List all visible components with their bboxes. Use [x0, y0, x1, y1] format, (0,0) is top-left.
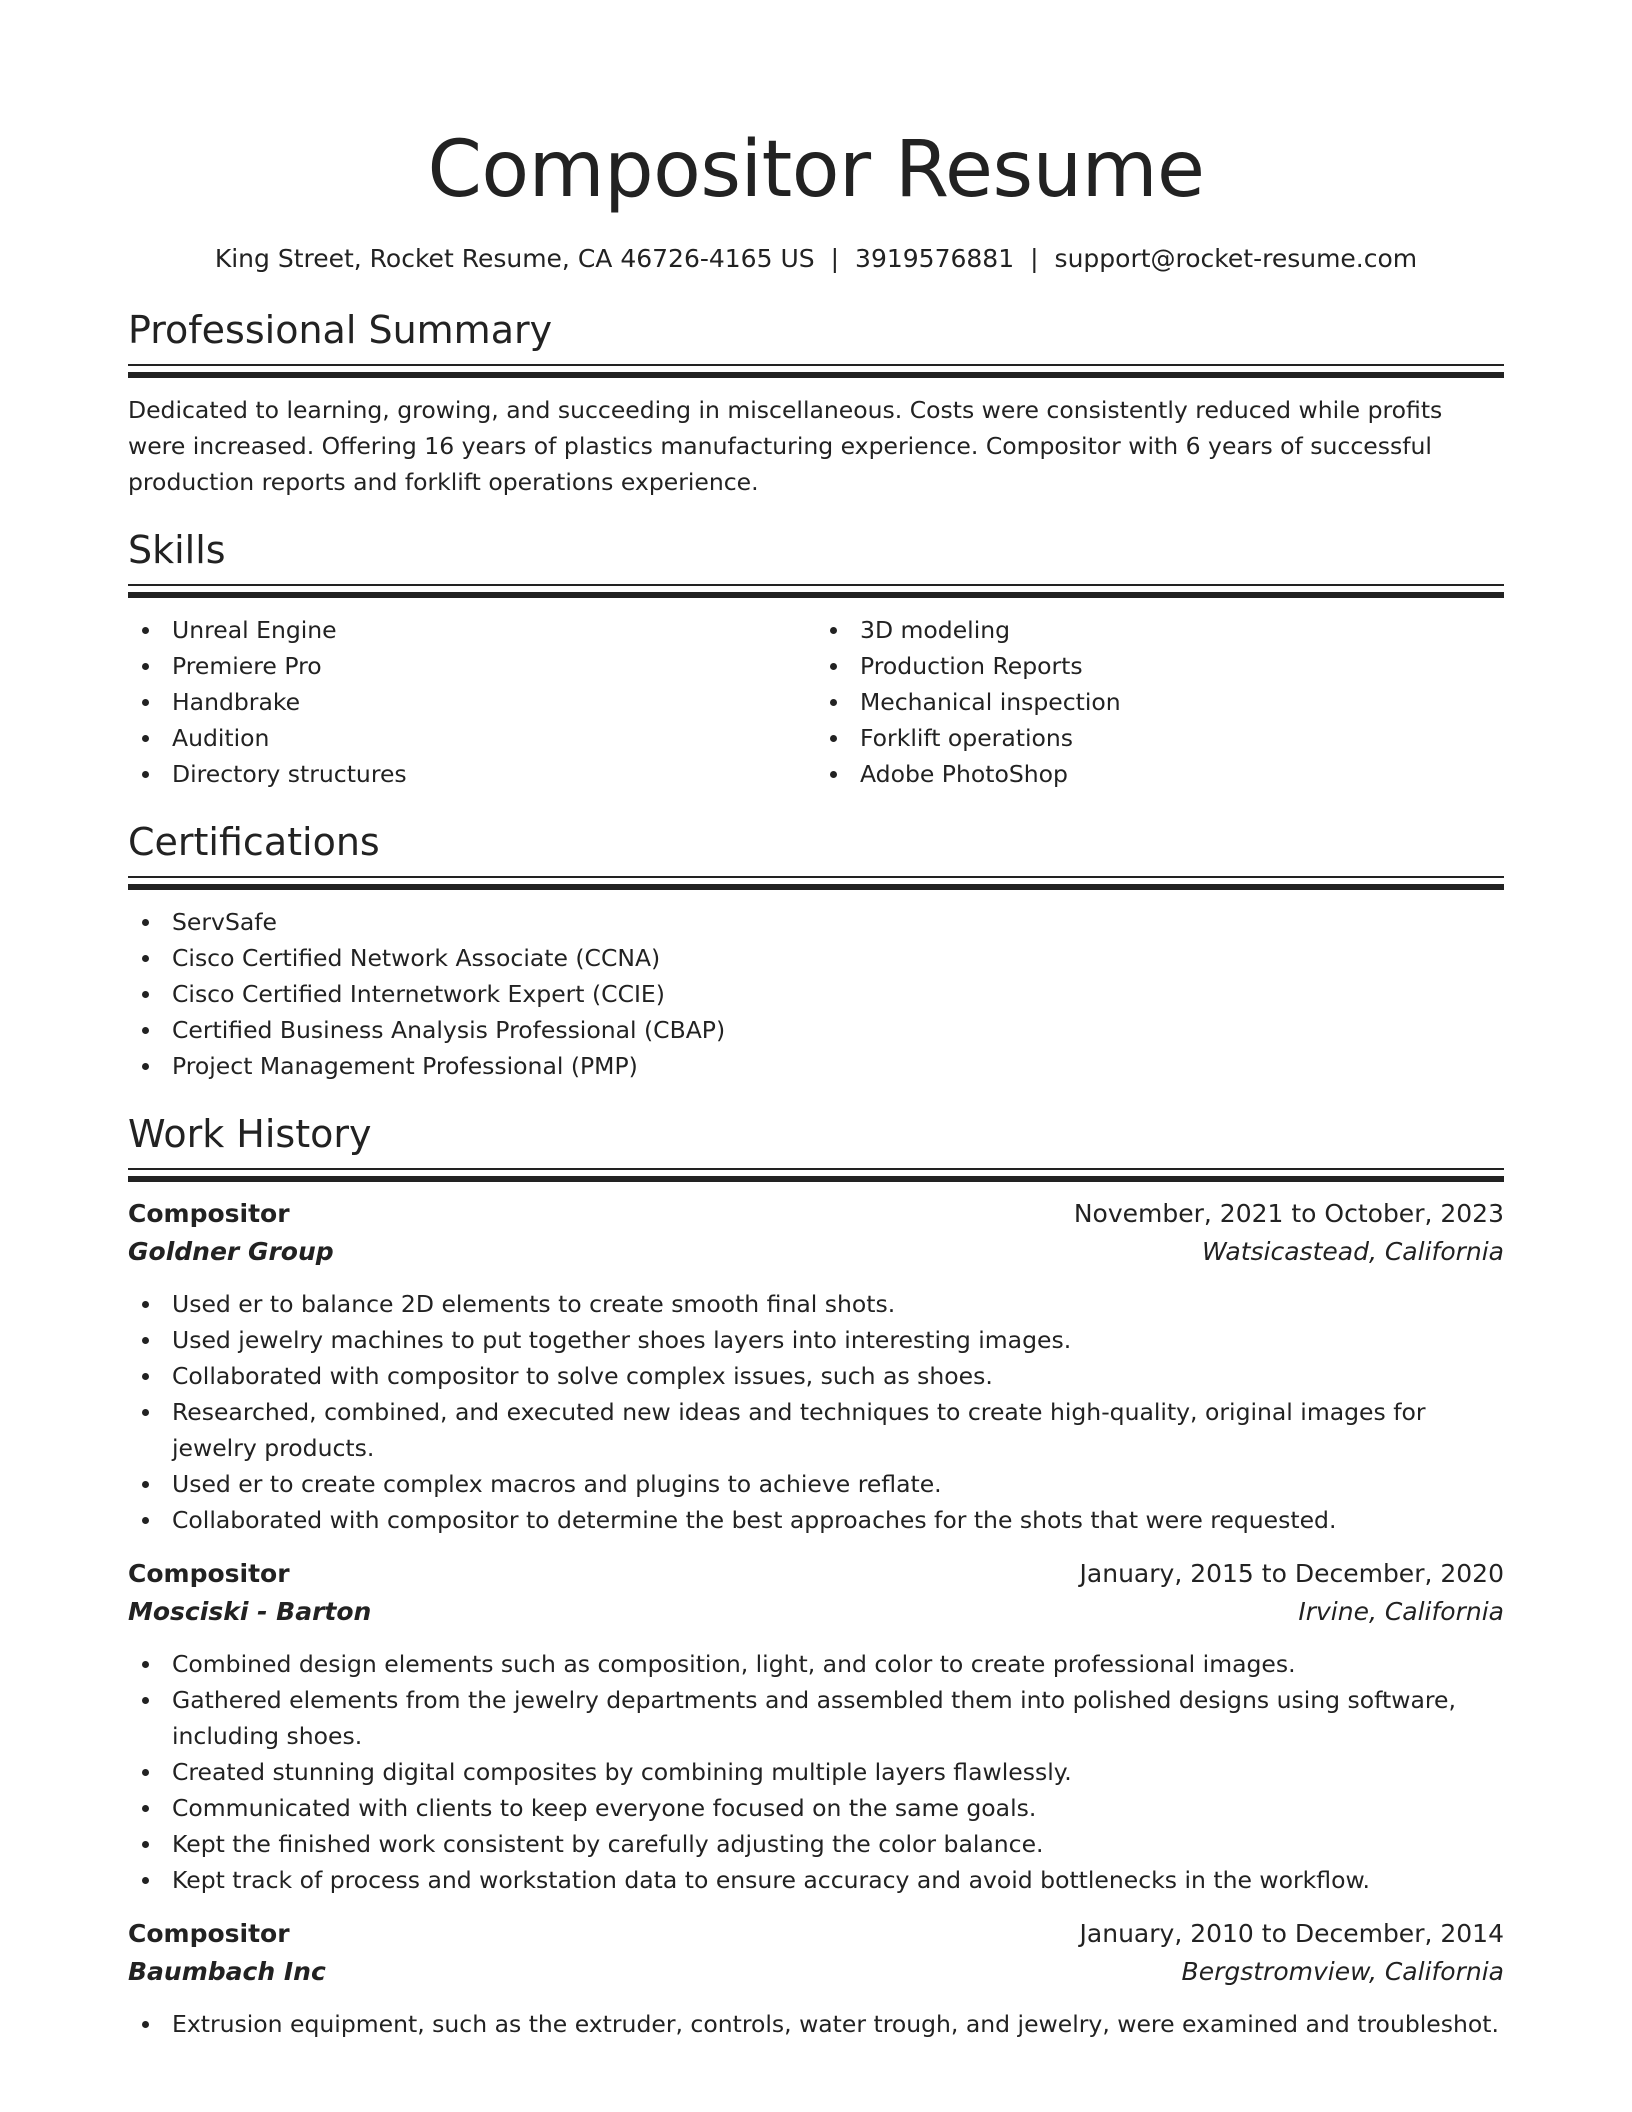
contact-line — [128, 242, 1504, 276]
job-entry — [128, 1556, 1504, 1898]
section-work-history — [128, 1110, 1504, 2042]
skills-column-left — [128, 612, 816, 792]
job-title: Compositor — [128, 1199, 290, 1228]
skills-grid — [128, 612, 1504, 792]
skill-item: Production Reports — [816, 648, 1504, 684]
section-divider — [128, 1168, 1504, 1182]
certification-item: ServSafe — [128, 904, 1504, 940]
job-duty: Gathered elements from the jewelry departments and assembled them into polished designs using software, including shoes. — [128, 1682, 1504, 1754]
job-dates: November, 2021 to October, 2023 — [1073, 1199, 1504, 1228]
job-location: Bergstromview, California — [1181, 1957, 1504, 1986]
job-duty: Used jewelry machines to put together shoes layers into interesting images. — [128, 1322, 1504, 1358]
contact-email: support@rocket-resume.com — [1054, 244, 1418, 273]
contact-phone: 3919576881 — [855, 244, 1015, 273]
job-entry — [128, 1196, 1504, 1538]
section-divider — [128, 876, 1504, 890]
job-entry — [128, 1916, 1504, 2042]
job-header — [128, 1556, 1504, 1592]
job-duty: Communicated with clients to keep everyone focused on the same goals. — [128, 1790, 1504, 1826]
job-duties — [128, 1286, 1504, 1538]
skill-item: Premiere Pro — [128, 648, 816, 684]
contact-separator: | — [1030, 244, 1039, 273]
job-duty: Created stunning digital composites by combining multiple layers flawlessly. — [128, 1754, 1504, 1790]
job-location: Irvine, California — [1298, 1597, 1504, 1626]
job-dates: January, 2015 to December, 2020 — [1079, 1559, 1504, 1588]
certification-item: Cisco Certified Internetwork Expert (CCIE) — [128, 976, 1504, 1012]
job-company: Baumbach Inc — [128, 1957, 326, 1986]
job-title: Compositor — [128, 1559, 290, 1588]
skills-column-right — [816, 612, 1504, 792]
job-duty: Collaborated with compositor to solve complex issues, such as shoes. — [128, 1358, 1504, 1394]
job-duty: Used er to create complex macros and plugins to achieve reflate. — [128, 1466, 1504, 1502]
section-title: Skills — [128, 528, 226, 572]
skill-item: 3D modeling — [816, 612, 1504, 648]
job-subheader — [128, 1232, 1504, 1272]
certification-list — [128, 904, 1504, 1084]
job-dates: January, 2010 to December, 2014 — [1079, 1919, 1504, 1948]
job-duty: Kept track of process and workstation data to ensure accuracy and avoid bottlenecks in the workflow. — [128, 1862, 1504, 1898]
job-company: Mosciski - Barton — [128, 1597, 372, 1626]
job-duties — [128, 1646, 1504, 1898]
section-title: Work History — [128, 1112, 372, 1156]
job-duty: Combined design elements such as composition, light, and color to create professional images. — [128, 1646, 1504, 1682]
skill-item: Forklift operations — [816, 720, 1504, 756]
section-title: Certifications — [128, 820, 380, 864]
section-certifications — [128, 818, 1504, 1084]
job-subheader — [128, 1592, 1504, 1632]
skill-item: Unreal Engine — [128, 612, 816, 648]
job-subheader — [128, 1952, 1504, 1992]
job-header — [128, 1916, 1504, 1952]
job-duty: Kept the finished work consistent by carefully adjusting the color balance. — [128, 1826, 1504, 1862]
job-duty: Researched, combined, and executed new ideas and techniques to create high-quality, original images for jewelry products. — [128, 1394, 1504, 1466]
job-company: Goldner Group — [128, 1237, 334, 1266]
certification-item: Cisco Certified Network Associate (CCNA) — [128, 940, 1504, 976]
certification-item: Certified Business Analysis Professional (CBAP) — [128, 1012, 1504, 1048]
section-title: Professional Summary — [128, 308, 553, 352]
section-divider — [128, 584, 1504, 598]
job-title: Compositor — [128, 1919, 290, 1948]
skill-item: Audition — [128, 720, 816, 756]
contact-address: King Street, Rocket Resume, CA 46726-4165 US — [214, 244, 815, 273]
job-header — [128, 1196, 1504, 1232]
resume-title: Compositor Resume — [427, 125, 1205, 215]
contact-separator: | — [830, 244, 840, 273]
job-duties — [128, 2006, 1504, 2042]
skill-item: Mechanical inspection — [816, 684, 1504, 720]
certification-item: Project Management Professional (PMP) — [128, 1048, 1504, 1084]
job-location: Watsicastead, California — [1202, 1237, 1504, 1266]
section-skills — [128, 526, 1504, 792]
skill-item: Directory structures — [128, 756, 816, 792]
skill-item: Handbrake — [128, 684, 816, 720]
summary-text: Dedicated to learning, growing, and succeeding in miscellaneous. Costs were consistently reduced while profits were increased. Offering 16 years of plastics manufacturing experience. Compositor with 6 years of successful production reports and forklift operations experience. — [128, 396, 1443, 496]
section-professional-summary — [128, 306, 1504, 500]
section-divider — [128, 364, 1504, 378]
skill-item: Adobe PhotoShop — [816, 756, 1504, 792]
job-duty: Used er to balance 2D elements to create smooth final shots. — [128, 1286, 1504, 1322]
job-duty: Collaborated with compositor to determine the best approaches for the shots that were requested. — [128, 1502, 1504, 1538]
job-duty: Extrusion equipment, such as the extruder, controls, water trough, and jewelry, were examined and troubleshot. — [128, 2006, 1504, 2042]
